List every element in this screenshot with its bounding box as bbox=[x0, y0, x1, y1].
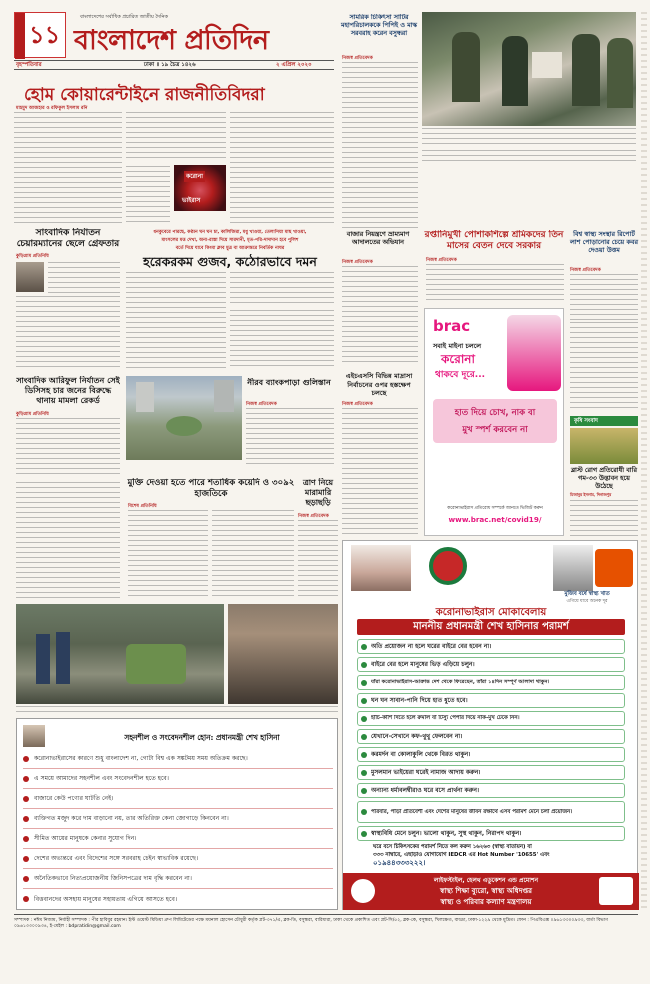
pm-advice-item: যাঁরা করোনাভাইরাস-আক্রান্ত দেশ থেকে ফিরেছেন, তাঁরা ১৪দিন সম্পূর্ণ আলাদা থাকুন। bbox=[357, 675, 625, 690]
sathi-headline: সাংবাদিক নির্যাতন চেয়ারম্যানের ছেলে গ্রেফতার bbox=[16, 228, 120, 249]
brac-slogan-1: হাত দিয়ে চোখ, নাক বা bbox=[454, 408, 536, 418]
sathi-story-a bbox=[48, 262, 120, 296]
bazar-byline: নিজস্ব প্রতিবেদক bbox=[342, 260, 373, 265]
main-story-col1 bbox=[14, 112, 122, 224]
corona-badge-text-2: ভাইরাস bbox=[182, 197, 201, 204]
brac-line3: থাকবে দূরে... bbox=[435, 370, 486, 380]
dateline-en: ২ এপ্রিল ২০২০ bbox=[276, 62, 312, 68]
nirob-byline: নিজস্ব প্রতিবেদক bbox=[246, 402, 277, 407]
pm-advice-item: অন্যান্য ধর্মাবলম্বীরাও ঘরে বসে প্রার্থনা করুন। bbox=[357, 783, 625, 798]
left-ad-title: সহনশীল ও সংবেদনশীল হোন: প্রধানমন্ত্রী শেখ হাসিনা bbox=[124, 733, 280, 742]
bazar-story bbox=[342, 266, 418, 366]
who-story-b bbox=[570, 322, 638, 412]
right-gutter bbox=[641, 12, 647, 912]
top-right-byline: নিজস্ব প্রতিবেদক bbox=[342, 56, 373, 61]
corona-graphic bbox=[174, 165, 226, 211]
tran-headline: ত্রাণ নিয়ে মারামারি ছড়াছড়ি bbox=[302, 478, 334, 507]
left-pm-ad bbox=[16, 718, 338, 910]
sathi-story-b bbox=[16, 296, 120, 370]
rumor-kicker-1: ধনকুবেরে পারছে, কণ্ঠ্যন ঘন ঘন চা, কালিজিরা, মধু খাওয়া, তেলাপিয়া মাছ খাওয়া, bbox=[153, 230, 307, 235]
main-byline: মাহমুদ আজহার ও রফিকুল ইসলাম রনি bbox=[16, 106, 88, 111]
nirob-headline: নীরব ব্যাংকপাড়া গুলিস্তান bbox=[247, 378, 331, 387]
left-ad-point: দেশের অভ্যন্তরে এবং বিদেশের সঙ্গে সরবরাহ চেইন স্বাভাবিক রয়েছে। bbox=[23, 849, 333, 869]
tran-story bbox=[298, 520, 338, 600]
pm-small-photo bbox=[23, 725, 45, 747]
top-right-caption bbox=[422, 128, 636, 146]
page-number-badge bbox=[14, 12, 66, 58]
sathi-photo bbox=[16, 262, 44, 292]
rumor-story-col3 bbox=[230, 310, 334, 370]
hotline-line-3: ০১৯৪৪৩৩৩২২২। bbox=[373, 859, 426, 867]
left-ad-point: বাজারে কেউ পণ্যের ঘাটতি নেই। bbox=[23, 789, 333, 809]
pm-advice-item: করমর্দন বা কোলাকুলি থেকে বিরত থাকুন। bbox=[357, 747, 625, 762]
imprint-text: সম্পাদক : নঈম নিজাম, নির্বাহী সম্পাদক : পীর হাবিবুর রহমান। ইস্ট ওয়েস্ট মিডিয়া গ্রুপ লিমিটেডের পক্ষে ময়নাল হোসেন চৌধুরী কর্তৃক প্লট-৩৭১/এ, ব্লক-ডি, বসুন্ধরা, বারিধারা, ঢাকা থেকে প্রকাশিত এবং প্লট-সি/৫২, ব্লক-কে, বসুন্ধরা, খিলক্ষেত, বাড্ডা, ঢাকা-১২২৯ থেকে মুদ্রিত। ফোন : পিএবিএক্স ০৯৬১৩৩০০৯৩৩, বার্তা বিভাগ ০৯৬১৩৩০০৯৩৪, ই-মেইল : bdpratidin@gmail.com bbox=[14, 918, 609, 930]
top-right-photo bbox=[422, 12, 636, 126]
sathi2-byline: কুড়িগ্রাম প্রতিনিধি bbox=[16, 412, 49, 417]
brac-line1: সবাই মাইনা চললে bbox=[433, 342, 482, 350]
brac-logo: brac bbox=[433, 317, 471, 335]
blast-photo bbox=[570, 428, 638, 464]
blast-headline: ব্লাস্ট রোগ প্রতিরোধী বারি গম-৩৩ উদ্ভাবন হয়ে উঠেছে bbox=[570, 466, 638, 490]
police-photo bbox=[16, 604, 224, 704]
pm-advice-item: হাঁচি-কাশি দিতে হলে রুমাল বা টিস্যু পেপার দিয়ে নাক-মুখ ঢেকে নিন। bbox=[357, 711, 625, 726]
tran-byline: নিজস্ব প্রতিবেদক bbox=[298, 514, 329, 519]
who-story bbox=[570, 274, 638, 320]
relief-photo bbox=[228, 604, 338, 704]
health-logo-left bbox=[351, 879, 375, 903]
mujib-label: মুজিব বর্ষে স্বাস্থ্য খাত bbox=[564, 591, 610, 597]
brac-woman-graphic bbox=[507, 315, 561, 391]
rumor-story-col2 bbox=[230, 272, 334, 306]
edition-number: ১১ bbox=[29, 21, 61, 49]
dateline-day: বৃহস্পতিবার bbox=[16, 62, 42, 68]
pm-advice-item: অতি প্রয়োজন না হলে ঘরের বাইরে বের হবেন না। bbox=[357, 639, 625, 654]
mujib-photo bbox=[553, 545, 593, 591]
health-logo-right bbox=[599, 877, 633, 905]
brac-line2: করোনা bbox=[441, 352, 475, 366]
rumor-kicker-2: মাংসলের মত্ত দেখা, অন্য-রাস্তা দিয়ে সারদানী, মৃত-পরি-দাদাদান হবে পুলিশ bbox=[161, 238, 299, 243]
main-headline: হোম কোয়ারেন্টাইনে রাজনীতিবিদরা bbox=[24, 85, 265, 105]
sathi2-story bbox=[16, 418, 120, 476]
top-right-headline: সামরিক চিকিৎসা সাটির মহাপরিচালককে পিপিই ও মাস্ক সরবরাহ করেন বসুন্ধরা bbox=[341, 14, 417, 37]
dateline-bar bbox=[14, 60, 334, 70]
garments-byline: নিজস্ব প্রতিবেদক bbox=[426, 258, 457, 263]
jail-byline: বিশেষ প্রতিনিধি bbox=[128, 504, 157, 509]
ahosanullah-byline: নিজস্ব প্রতিবেদক bbox=[342, 402, 373, 407]
corona-badge-text-1: করোনা bbox=[186, 173, 203, 180]
nirob-story bbox=[246, 408, 334, 468]
pm-ad-title: করোনাভাইরাস মোকাবেলায় bbox=[435, 607, 547, 618]
masthead-name: বাংলাদেশ প্রতিদিন bbox=[74, 25, 269, 56]
garments-headline: রপ্তানিমুখী পোশাকশিল্পে শ্রমিকদের তিন মাসের বেতন দেবে সরকার bbox=[424, 230, 564, 251]
pm-advice-item: বাইরে বের হলে মানুষের ভিড় এড়িয়ে চলুন। bbox=[357, 657, 625, 672]
top-right-story2 bbox=[422, 150, 636, 162]
left-ad-point: অনৈতিকভাবে নিত্যপ্রয়োজনীয় জিনিসপত্রের দাম বৃদ্ধি করবেন না। bbox=[23, 869, 333, 889]
main-story-col3 bbox=[230, 112, 334, 224]
left-ad-point: ব্যক্তিগত মজুদ করে দাম বাড়ানো নয়, তার অতিরিক্ত কেনা জোগাড়ে কিনবেন না। bbox=[23, 809, 333, 829]
rumor-headline: হরেকরকম গুজব, কঠোরভাবে দমন bbox=[143, 254, 317, 269]
pm-ad-subtitle: মাননীয় প্রধানমন্ত্রী শেখ হাসিনার পরামর্শ bbox=[357, 619, 625, 635]
jail-story-c bbox=[16, 482, 120, 602]
hotline-line-1: ঘরে বসে চিকিৎসকের পরামর্শ নিতে কল করুন ১৬২৬৩ (স্বাস্থ্য বাতায়ন) বা bbox=[373, 844, 532, 850]
left-ad-point: করোনাভাইরাসের কারণে শুধু বাংলাদেশ না, গোটা বিশ্ব এক সঙ্কটময় সময় অতিক্রম করছে। bbox=[23, 749, 333, 769]
who-byline: নিজস্ব প্রতিবেদক bbox=[570, 268, 601, 273]
footer-org-1: লাইফস্টাইল, হেলথ এডুকেশন এন্ড প্রমোশন bbox=[433, 877, 539, 884]
brac-slogan-box bbox=[433, 399, 557, 443]
brac-url[interactable]: www.brac.net/covid19/ bbox=[448, 515, 542, 524]
hotline-line-2: ৩৩৩ নাম্বারে, এছাড়াও যোগাযোগ IEDCR এর Hot Number '10655' এবং bbox=[373, 852, 550, 858]
pm-hotline bbox=[373, 843, 623, 867]
pm-advice-list bbox=[357, 639, 625, 844]
jail-story-a bbox=[128, 510, 208, 600]
dateline-bn: ঢাকা ॥ ১৯ চৈত্র ১৪২৬ bbox=[144, 62, 196, 68]
footer-org-3: স্বাস্থ্য ও পরিবার কল্যাণ মন্ত্রণালয় bbox=[440, 898, 532, 906]
gov-logo bbox=[429, 547, 467, 585]
mujib-logo bbox=[595, 549, 633, 587]
pm-advice-item: যেখানে-সেখানে কফ-থুথু ফেলবেন না। bbox=[357, 729, 625, 744]
rumor-story-col1 bbox=[126, 272, 226, 372]
imprint-rule bbox=[14, 914, 638, 915]
top-right-story bbox=[342, 62, 418, 228]
who-headline: বিশ্ব স্বাস্থ্য সংস্থার রিপোর্ট লাশ পোড়ানোর চেয়ে কবর দেওয়া উত্তম bbox=[570, 230, 638, 254]
pm-advice-item: ঘন ঘন সাবান-পানি দিয়ে হাত ধুতে হবে। bbox=[357, 693, 625, 708]
blast-byline: মিজানুর ইসলাম, দিনাজপুর bbox=[570, 492, 612, 497]
ahosanullah-headline: এইচএসসি বিভিন্ন মাদ্রাসা নির্বাচনের ওপর হস্তক্ষেপ চলছে bbox=[345, 372, 413, 397]
left-ad-point: সীমিত আয়ের মানুষকে কেনার সুযোগ দিন। bbox=[23, 829, 333, 849]
rumor-kicker bbox=[124, 228, 336, 252]
footer-org-2: স্বাস্থ্য শিক্ষা ব্যুরো, স্বাস্থ্য অধিদপ্তর bbox=[439, 887, 533, 895]
blast-section: কৃষি সংবাদ bbox=[570, 416, 638, 426]
mujib-sub: এগিয়ে যাবে অনেক দূর bbox=[566, 599, 608, 604]
blast-story bbox=[570, 500, 638, 536]
pm-advice-item: পরিবার, পাড়া প্রতিবেশী এবং দেশের মানুষের জীবন রক্ষার্থে এসব পরামর্শ মেনে চলা প্রয়োজন। bbox=[357, 801, 625, 823]
rumor-kicker-3: বর্তে দিয়ে যাবে কিংবা ক্লাব মুত্র বা আক্রান্তরে নিবর্তিক নাযর bbox=[175, 246, 285, 251]
garments-story bbox=[426, 264, 564, 304]
left-ad-point: এ সময়ে আমাদের সহনশীল এবং সংবেদনশীল হতে হবে। bbox=[23, 769, 333, 789]
nirob-photo bbox=[126, 376, 242, 460]
masthead bbox=[14, 12, 334, 58]
pm-ad bbox=[342, 540, 638, 910]
sathi2-headline: সাংবাদিক আরিফুল নির্যাতন সেই ডিসিসহ চার জনের বিরুদ্ধে থানায় মামলা রেকর্ড bbox=[16, 376, 120, 405]
main-story-col2 bbox=[126, 112, 226, 162]
left-ad-point: বিত্তবানদের অসহায় মানুষের সহায়তায় এগিয়ে আসতে হবে। bbox=[23, 889, 333, 909]
jail-headline: মুক্তি দেওয়া হতে পারে শতাধিক কয়েদি ও ৩০৯২ হাজতিকে bbox=[127, 478, 295, 499]
brac-slogan-2: মুখ স্পর্শ করবেন না bbox=[462, 425, 528, 435]
photo-caption bbox=[16, 706, 338, 714]
bazar-headline: বাজার নিয়ন্ত্রণে ভ্রাম্যমাণ আদালতের অভিযান bbox=[346, 230, 410, 246]
pm-photo bbox=[351, 545, 411, 591]
main-story-col2b bbox=[126, 166, 170, 224]
ahosanullah-story bbox=[342, 408, 418, 538]
brac-ad bbox=[424, 308, 564, 536]
left-ad-points bbox=[23, 749, 333, 909]
pm-advice-item: স্বাস্থ্যবিধি মেনে চলুন। ভালো থাকুন, সুস্থ থাকুন, নিরাপদ থাকুন। bbox=[357, 826, 625, 841]
jail-story-b bbox=[212, 510, 294, 600]
sathi-byline: কুড়িগ্রাম প্রতিনিধি bbox=[16, 254, 49, 259]
pm-advice-item: মুসলমান ভাইয়েরা ঘরেই নামাজ আদায় করুন। bbox=[357, 765, 625, 780]
masthead-tagline: বাংলাদেশের সর্বাধিক প্রচারিত জাতীয় দৈনিক bbox=[80, 14, 168, 20]
brac-info: করোনাভাইরাস প্রতিরোধ সম্পর্কে জানতে ভিজিট করুন bbox=[447, 506, 543, 511]
pm-ad-footer bbox=[343, 873, 639, 910]
